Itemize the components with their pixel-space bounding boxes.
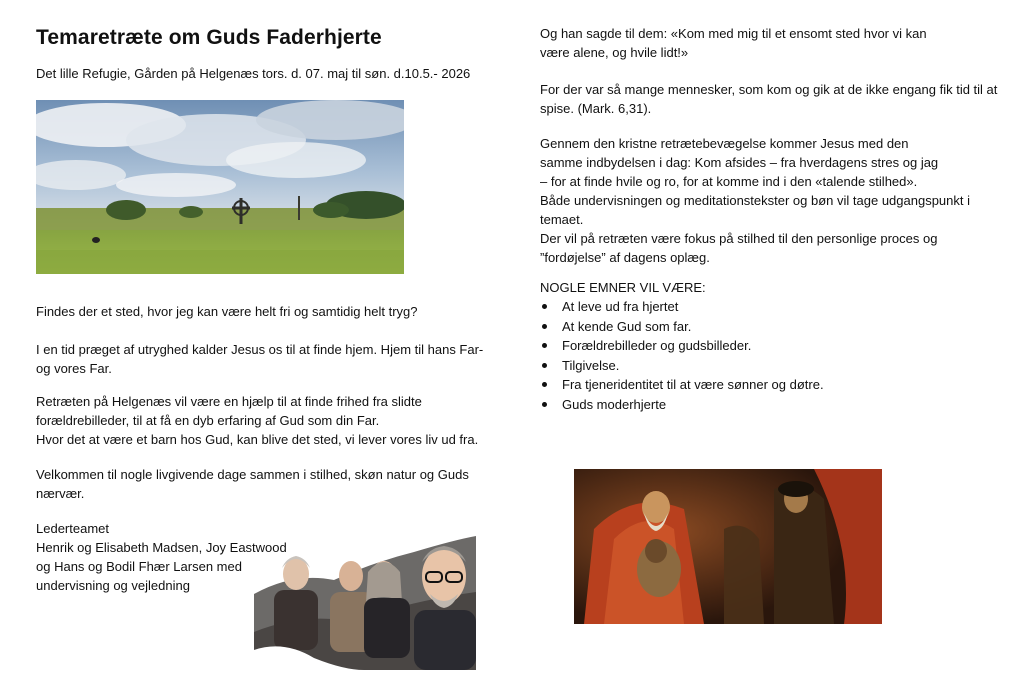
topics-section — [540, 278, 1010, 414]
bullet-icon — [542, 363, 547, 368]
leader-team: Lederteamet Henrik og Elisabeth Madsen, Joy Eastwood og Hans og Bodil Fhær Larsen med undervisning og vejledning — [36, 521, 287, 593]
topics-heading: NOGLE EMNER VIL VÆRE: — [540, 280, 706, 295]
retreat-description: Gennem den kristne retrætebevægelse kommer Jesus med den samme indbydelsen i dag: Kom afsides – fra hverdagens stres og jag – for at finde hvile og ro, for at komme ind i den «talende stilhed». Både undervisningen og meditationstekster og bøn vil tage udgangspunkt i temaet. Der vil på retræten være fokus på stilhed til den personlige proces og ”fordøjelse” af dagens oplæg. — [540, 136, 971, 265]
list-item: Guds moderhjerte — [540, 395, 1010, 415]
bullet-icon — [542, 382, 547, 387]
bullet-icon — [542, 343, 547, 348]
scripture-quote: Og han sagde til dem: «Kom med mig til et ensomt sted hvor vi kan være alene, og hvile lidt!» — [540, 26, 927, 60]
painting-image — [574, 469, 882, 624]
page-title: Temaretræte om Guds Faderhjerte — [36, 26, 382, 49]
paragraph-home: I en tid præget af utryghed kalder Jesus os til at finde hjem. Hjem til hans Far- og vores Far. — [36, 342, 484, 376]
bullet-icon — [542, 402, 547, 407]
paragraph-retreat: Retræten på Helgenæs vil være en hjælp til at finde frihed fra slidte forældrebilleder, til at få en dyb erfaring af Gud som din Far. Hvor det at være et barn hos Gud, kan blive det sted, vi lever vores liv ud fra. — [36, 394, 479, 447]
leaders-photo — [254, 532, 476, 670]
bullet-icon — [542, 324, 547, 329]
list-item: Tilgivelse. — [540, 356, 1010, 376]
list-item: Fra tjeneridentitet til at være sønner og døtre. — [540, 375, 1010, 395]
intro-question: Findes der et sted, hvor jeg kan være helt fri og samtidig helt tryg? — [36, 304, 418, 319]
event-subtitle: Det lille Refugie, Gården på Helgenæs tors. d. 07. maj til søn. d.10.5.- 2026 — [36, 66, 471, 81]
topics-list — [540, 297, 1010, 414]
scripture-reference: For der var så mange mennesker, som kom og gik at de ikke engang fik tid til at spise. (Mark. 6,31). — [540, 82, 998, 116]
list-item: At kende Gud som far. — [540, 317, 1010, 337]
list-item: At leve ud fra hjertet — [540, 297, 1010, 317]
landscape-photo — [36, 100, 404, 274]
list-item: Forældrebilleder og gudsbilleder. — [540, 336, 1010, 356]
paragraph-welcome: Velkommen til nogle livgivende dage sammen i stilhed, skøn natur og Guds nærvær. — [36, 467, 469, 501]
bullet-icon — [542, 304, 547, 309]
